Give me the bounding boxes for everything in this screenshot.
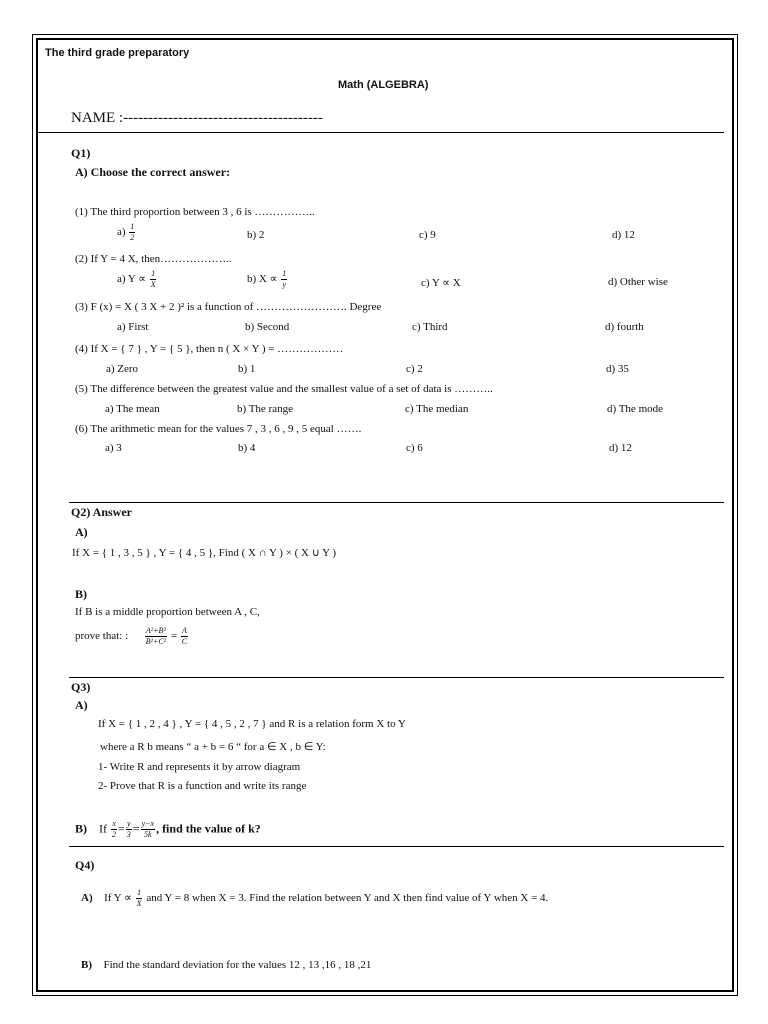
- q1-6-option-b[interactable]: b) 4: [238, 442, 256, 454]
- header-divider: [38, 132, 724, 133]
- q1-label: Q1): [71, 146, 91, 160]
- fraction: $\frac{1}{X}$: [150, 269, 156, 289]
- q1-6-option-d[interactable]: d) 12: [609, 442, 632, 454]
- q1-2-option-b[interactable]: b) X ∝ $\frac{1}{y}$: [247, 269, 287, 289]
- q1-1-option-d[interactable]: d) 12: [612, 229, 635, 241]
- q1-4-option-b[interactable]: b) 1: [238, 363, 256, 375]
- q1-1-option-a[interactable]: a) $\frac{1}{2}$: [117, 222, 135, 242]
- q2-a-label: A): [75, 525, 88, 539]
- q3-b-line: B) If $\frac{x}{2}$ = $\frac{y}{3}$ = $\frac{y-x}{5k}$ , find the value of k?: [75, 819, 261, 839]
- q3-label: Q3): [71, 680, 91, 694]
- q1-2-stem: (2) If Y = 4 X, then………………..: [75, 253, 232, 265]
- q1-6-option-a[interactable]: a) 3: [105, 442, 122, 454]
- q1-3-option-d[interactable]: d) fourth: [605, 321, 644, 333]
- q1-3-option-b[interactable]: b) Second: [245, 321, 290, 333]
- q4-a-label: A): [81, 892, 93, 905]
- q1-5-stem: (5) The difference between the greatest value and the smallest value of a set of data is ………..: [75, 383, 493, 395]
- q3-line-2: where a R b means “ a + b = 6 “ for a ∈ X , b ∈ Y:: [100, 741, 326, 753]
- q4-a-line: A) If Y ∝ $\frac{1}{X}$ and Y = 8 when X = 3. Find the relation between Y and X then find value of Y when X = 4.: [81, 888, 549, 908]
- fraction: $\frac{1}{X}$: [136, 888, 142, 908]
- q4-label: Q4): [75, 858, 95, 872]
- q2-prove-line: [75, 627, 189, 646]
- prove-prefix: prove that: :: [75, 630, 129, 643]
- q2-b-text: If B is a middle proportion between A , C,: [75, 606, 260, 618]
- q2-label: Q2) Answer: [71, 505, 132, 519]
- q3-divider: [69, 846, 724, 847]
- q1-3-stem: (3) F (x) = X ( 3 X + 2 )² is a function of ……………………. Degree: [75, 301, 382, 313]
- q1-5-option-c[interactable]: c) The median: [405, 403, 469, 415]
- q2-divider: [69, 677, 724, 678]
- fraction: $\frac{\text{A²+B²}}{\text{B²+C²}}$: [145, 626, 167, 646]
- q3-b-label: B): [75, 821, 87, 836]
- q3-line-1: If X = { 1 , 2 , 4 } , Y = { 4 , 5 , 2 , 7 } and R is a relation form X to Y: [98, 718, 406, 730]
- fraction: $\frac{x}{2}$: [112, 819, 116, 839]
- page-border-inner: [36, 38, 734, 992]
- q1-1-stem: (1) The third proportion between 3 , 6 is ……………..: [75, 206, 315, 218]
- q1-3-option-a[interactable]: a) First: [117, 321, 149, 333]
- q1-5-option-d[interactable]: d) The mode: [607, 403, 664, 415]
- q1-4-option-d[interactable]: d) 35: [606, 363, 629, 375]
- q1-5-option-b[interactable]: b) The range: [237, 403, 293, 415]
- q3-line-3: 1- Write R and represents it by arrow diagram: [98, 761, 301, 773]
- grade-title: The third grade preparatory: [45, 47, 190, 59]
- q1-2-option-a[interactable]: a) Y ∝ $\frac{1}{X}$: [117, 269, 156, 289]
- fraction: $\frac{1}{y}$: [282, 269, 287, 289]
- q1-4-option-a[interactable]: a) Zero: [106, 363, 139, 375]
- equals-sign: =: [170, 630, 178, 643]
- q4-b-label: B): [81, 959, 92, 971]
- q1-4-option-c[interactable]: c) 2: [406, 363, 423, 375]
- q1-1-option-b[interactable]: b) 2: [247, 229, 265, 241]
- q2-a-text: If X = { 1 , 3 , 5 } , Y = { 4 , 5 }, Find ( X ∩ Y ) × ( X ∪ Y ): [72, 547, 337, 559]
- q1-1-option-c[interactable]: c) 9: [419, 229, 436, 241]
- q4-b-line: B) Find the standard deviation for the values 12 , 13 ,16 , 18 ,21: [81, 959, 372, 971]
- q3-a-label: A): [75, 698, 88, 712]
- q1-part-a: A) Choose the correct answer:: [75, 165, 231, 179]
- fraction: $\frac{1}{2}$: [130, 222, 135, 242]
- q1-2-option-d[interactable]: d) Other wise: [608, 276, 668, 288]
- fraction: $\frac{y}{3}$: [126, 819, 131, 839]
- q1-6-stem: (6) The arithmetic mean for the values 7 , 3 , 6 , 9 , 5 equal …….: [75, 423, 362, 435]
- q3-line-4: 2- Prove that R is a function and write its range: [98, 780, 307, 792]
- q1-3-option-c[interactable]: c) Third: [412, 321, 448, 333]
- fraction: $\frac{y-x}{5k}$: [141, 819, 155, 839]
- q1-6-option-c[interactable]: c) 6: [406, 442, 423, 454]
- subject-title: Math (ALGEBRA): [338, 79, 429, 91]
- q1-2-option-c[interactable]: c) Y ∝ X: [421, 277, 461, 289]
- q1-4-stem: (4) If X = { 7 } , Y = { 5 }, then n ( X × Y ) = ………………: [75, 343, 344, 355]
- fraction: $\frac{A}{C}$: [181, 626, 188, 646]
- name-field[interactable]: NAME :----------------------------------------: [71, 110, 323, 126]
- q2-b-label: B): [75, 587, 87, 601]
- q1-divider: [69, 502, 724, 503]
- q1-5-option-a[interactable]: a) The mean: [105, 403, 160, 415]
